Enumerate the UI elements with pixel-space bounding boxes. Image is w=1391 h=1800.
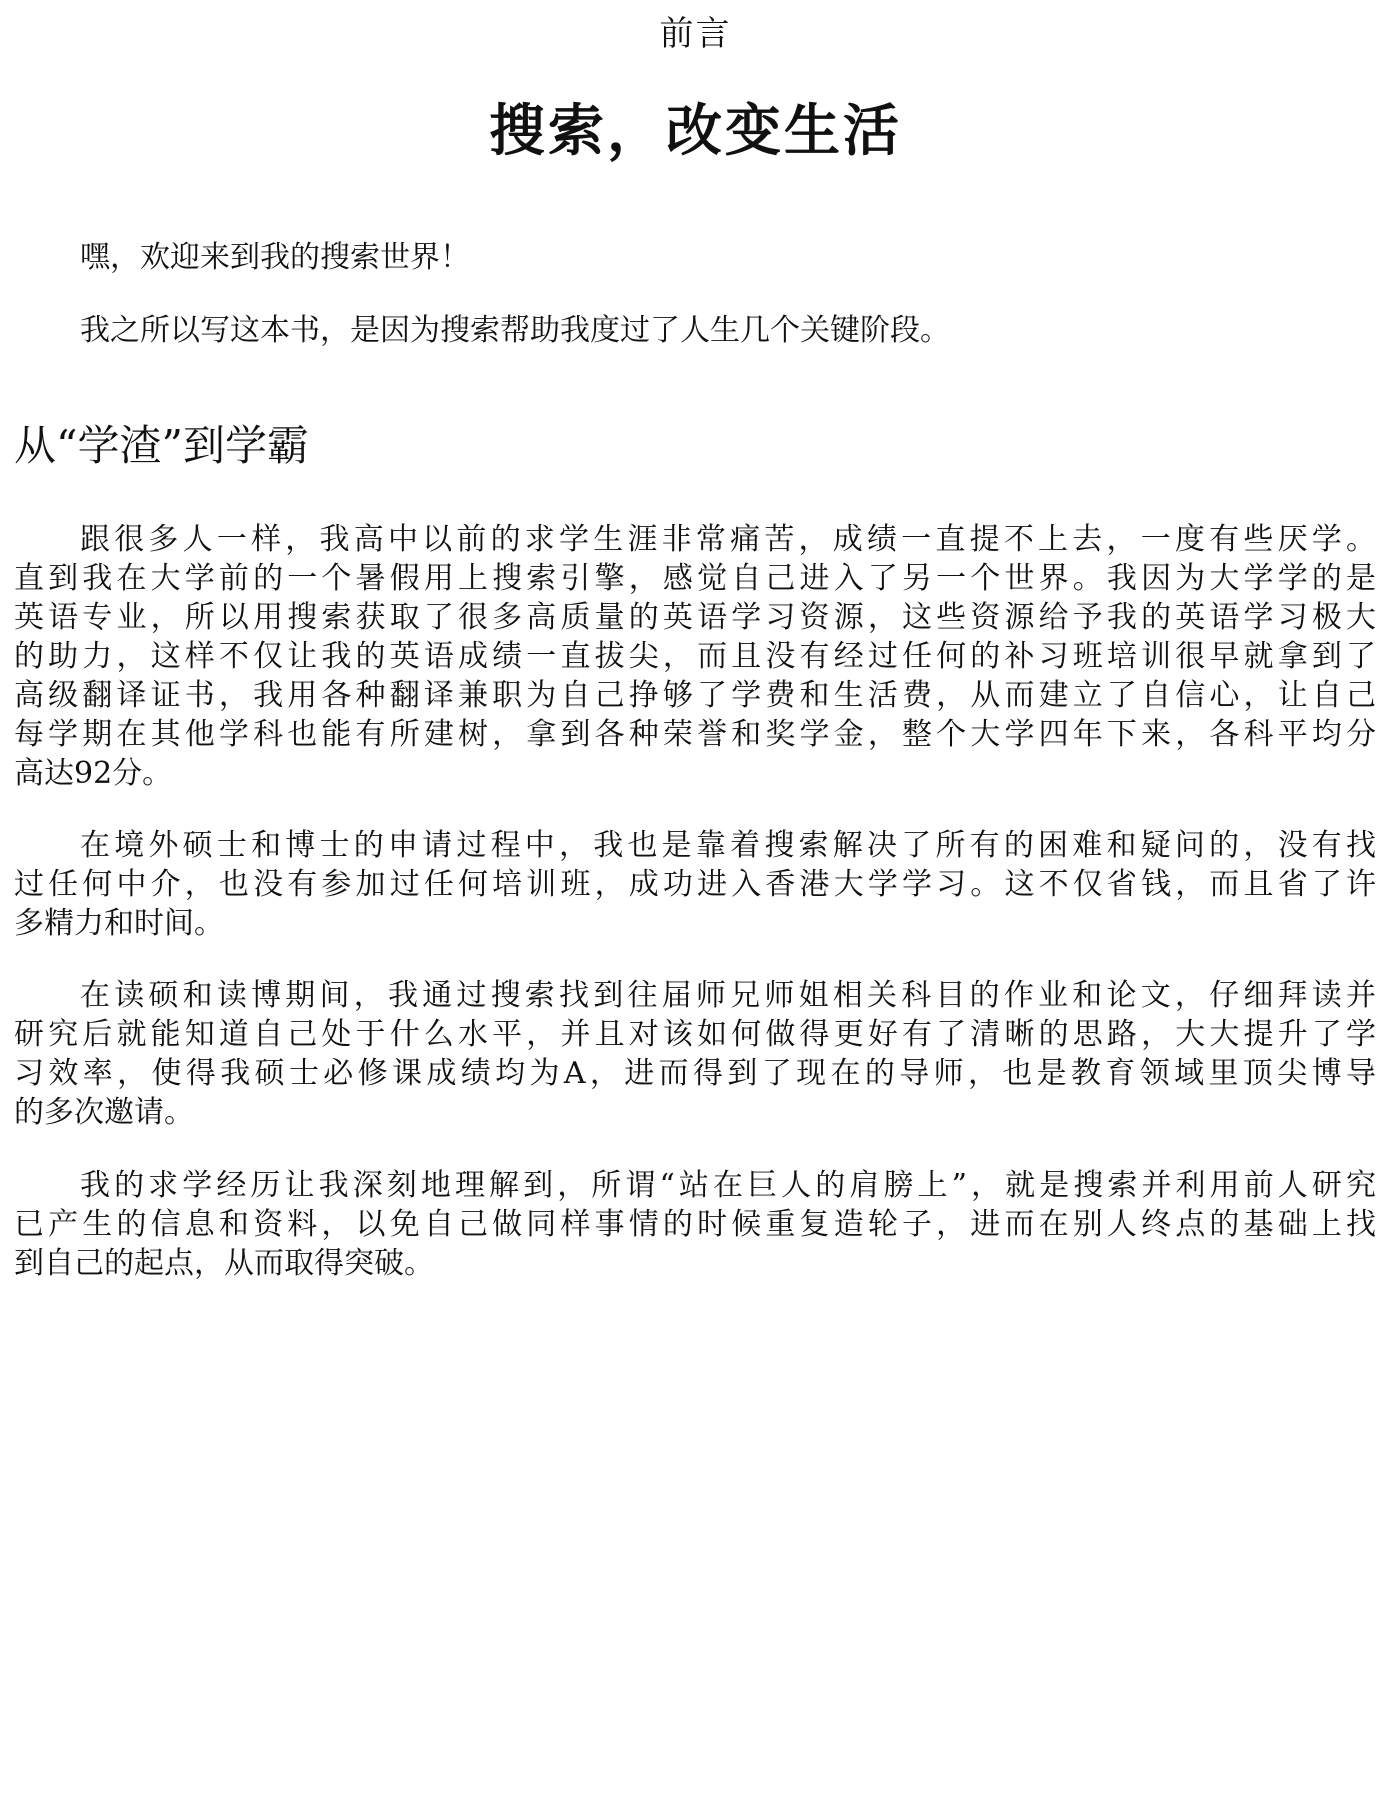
paragraph-graduate-study <box>14 976 1376 1132</box>
section-heading: 从“学渣”到学霸 <box>14 421 309 470</box>
paragraph-line: 在境外硕士和博士的申请过程中，我也是靠着搜索解决了所有的困难和疑问的，没有找 <box>80 828 1376 863</box>
paragraph-line: 高达92分。 <box>14 756 173 791</box>
paragraph-line: 英语专业，所以用搜索获取了很多高质量的英语学习资源，这些资源给予我的英语学习极大 <box>14 600 1376 635</box>
paragraph-standing-on-shoulders <box>14 1166 1376 1283</box>
paragraph-line: 过任何中介，也没有参加过任何培训班，成功进入香港大学学习。这不仅省钱，而且省了许 <box>14 867 1376 902</box>
intro-purpose: 我之所以写这本书，是因为搜索帮助我度过了人生几个关键阶段。 <box>80 313 950 348</box>
paragraph-line: 的多次邀请。 <box>14 1095 194 1130</box>
paragraph-line: 研究后就能知道自己处于什么水平，并且对该如何做得更好有了清晰的思路，大大提升了学 <box>14 1017 1376 1052</box>
paragraph-graduate-application <box>14 826 1376 943</box>
paragraph-line: 已产生的信息和资料，以免自己做同样事情的时候重复造轮子，进而在别人终点的基础上找 <box>14 1207 1376 1242</box>
intro-greeting: 嘿，欢迎来到我的搜索世界！ <box>80 240 470 275</box>
paragraph-study-turnaround <box>14 520 1376 793</box>
paragraph-line: 在读硕和读博期间，我通过搜索找到往届师兄师姐相关科目的作业和论文，仔细拜读并 <box>80 978 1376 1013</box>
paragraph-line: 跟很多人一样，我高中以前的求学生涯非常痛苦，成绩一直提不上去，一度有些厌学。 <box>80 522 1376 557</box>
paragraph-line: 每学期在其他学科也能有所建树，拿到各种荣誉和奖学金，整个大学四年下来，各科平均分 <box>14 717 1376 752</box>
paragraph-line: 高级翻译证书，我用各种翻译兼职为自己挣够了学费和生活费，从而建立了自信心，让自己 <box>14 678 1376 713</box>
paragraph-line: 多精力和时间。 <box>14 906 224 941</box>
page-title: 搜索，改变生活 <box>489 97 902 164</box>
paragraph-line: 的助力，这样不仅让我的英语成绩一直拔尖，而且没有经过任何的补习班培训很早就拿到了 <box>14 639 1376 674</box>
paragraph-line: 习效率，使得我硕士必修课成绩均为A，进而得到了现在的导师，也是教育领域里顶尖博导 <box>14 1056 1376 1091</box>
paragraph-line: 我的求学经历让我深刻地理解到，所谓“站在巨人的肩膀上”，就是搜索并利用前人研究 <box>80 1168 1376 1203</box>
paragraph-line: 直到我在大学前的一个暑假用上搜索引擎，感觉自己进入了另一个世界。我因为大学学的是 <box>14 561 1376 596</box>
paragraph-line: 到自己的起点，从而取得突破。 <box>14 1246 434 1281</box>
preface-label: 前言 <box>659 14 732 54</box>
